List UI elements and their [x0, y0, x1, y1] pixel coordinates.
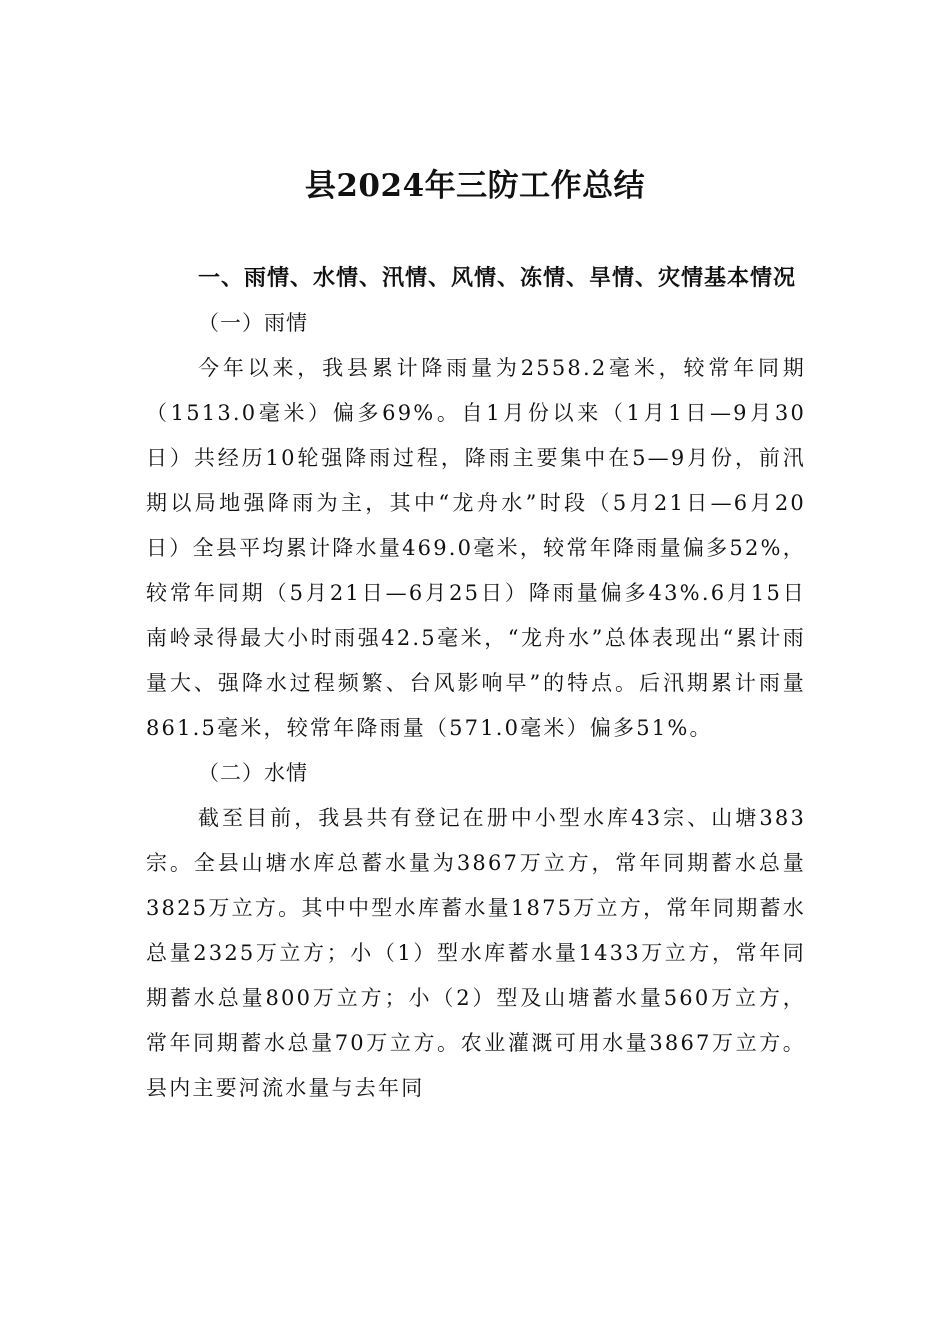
- subsection-heading-rain: （一）雨情: [198, 311, 308, 335]
- subsection-heading-water: （二）水情: [198, 761, 308, 785]
- water-paragraph: 截至目前，我县共有登记在册中小型水库43宗、山塘383宗。全县山塘水库总蓄水量为3867万立方，常年同期蓄水总量3825万立方。其中中型水库蓄水量1875万立方，常年同期蓄水总量2325万立方；小（1）型水库蓄水量1433万立方，常年同期蓄水总量800万立方；小（2）型及山塘蓄水量560万立方，常年同期蓄水总量70万立方。农业灌溉可用水量3867万立方。县内主要河流水量与去年同: [146, 806, 806, 1100]
- document-body: [146, 256, 806, 1111]
- document-title: 县2024年三防工作总结: [304, 168, 646, 204]
- section-heading-basic-situation: 一、雨情、水情、汛情、风情、冻情、旱情、灾情基本情况: [198, 266, 797, 291]
- rain-paragraph: 今年以来，我县累计降雨量为2558.2毫米，较常年同期（1513.0毫米）偏多69%。自1月份以来（1月1日—9月30日）共经历10轮强降雨过程，降雨主要集中在5—9月份，前汛期以局地强降雨为主，其中“龙舟水”时段（5月21日—6月20日）全县平均累计降水量469.0毫米，较常年降雨量偏多52%，较常年同期（5月21日—6月25日）降雨量偏多43%.6月15日南岭录得最大小时雨强42.5毫米，“龙舟水”总体表现出“累计雨量大、强降水过程频繁、台风影响早”的特点。后汛期累计雨量861.5毫米，较常年降雨量（571.0毫米）偏多51%。: [146, 356, 806, 740]
